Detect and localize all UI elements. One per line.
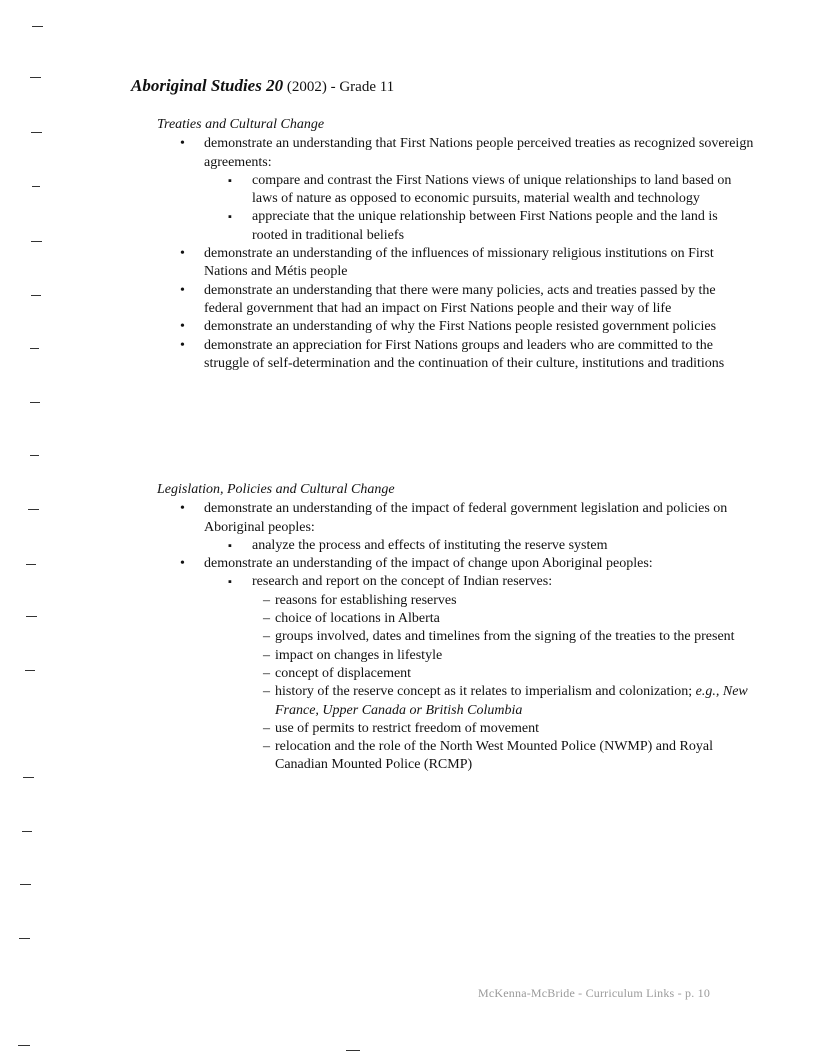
sub-list (157, 537, 757, 555)
item-example: e.g., New France, Upper Canada or British Columbia (275, 684, 748, 718)
margin-mark (30, 402, 40, 403)
list-item (251, 683, 757, 720)
section-treaties (157, 116, 757, 373)
item-text: concept of displacement (275, 665, 412, 681)
square-bullet-icon: ▪ (228, 174, 232, 187)
list-item (157, 135, 757, 245)
section-heading: Treaties and Cultural Change (157, 117, 325, 132)
item-text: demonstrate an understanding that there were many policies, acts and treaties passed by the federal government that had an impact on First Nations people and their way of life (204, 282, 716, 316)
list-item (157, 555, 757, 775)
margin-mark (25, 670, 35, 671)
list-item (157, 537, 757, 555)
item-text: choice of locations in Alberta (275, 611, 440, 627)
bullet-icon: • (180, 501, 185, 517)
list-item (157, 208, 757, 245)
margin-mark (26, 564, 36, 565)
dash-list (251, 592, 757, 775)
margin-mark (32, 26, 43, 27)
bullet-icon: • (180, 337, 185, 353)
item-text: relocation and the role of the North West Mounted Police (NWMP) and Royal Canadian Mounted Police (RCMP) (275, 739, 713, 773)
margin-mark (22, 831, 32, 832)
item-text: groups involved, dates and timelines from the signing of the treaties to the present (275, 629, 735, 645)
margin-mark (30, 348, 39, 349)
course-title: Aboriginal Studies 20 (131, 76, 284, 95)
item-text: demonstrate an appreciation for First Nations groups and leaders who are committed to the struggle of self-determination and the continuation of their culture, institutions and traditions (204, 337, 725, 371)
square-bullet-icon: ▪ (228, 539, 232, 552)
dash-icon: – (263, 629, 270, 645)
course-subtitle: (2002) - Grade 11 (286, 79, 395, 95)
item-text: demonstrate an understanding of the influences of missionary religious institutions on First Nations and Métis people (204, 246, 714, 280)
margin-mark (31, 241, 42, 242)
margin-mark (18, 1045, 30, 1046)
list-item (157, 282, 757, 319)
sub-list (157, 172, 757, 245)
list-item (251, 720, 757, 738)
dash-icon: – (263, 647, 270, 663)
sub-list (157, 573, 757, 774)
list-item (251, 610, 757, 628)
list-item (157, 573, 757, 774)
bullet-icon: • (180, 556, 185, 572)
item-text: compare and contrast the First Nations views of unique relationships to land based on laws of nature as opposed to economic pursuits, material wealth and technology (252, 172, 732, 207)
section-heading: Legislation, Policies and Cultural Change (157, 482, 395, 497)
list-item (157, 500, 757, 555)
outcome-list (157, 135, 757, 373)
bullet-icon: • (180, 246, 185, 262)
margin-mark (23, 777, 34, 778)
list-item (251, 647, 757, 665)
margin-mark (31, 132, 42, 133)
margin-mark (30, 455, 39, 456)
bullet-icon: • (180, 136, 185, 152)
list-item (251, 738, 757, 775)
dash-icon: – (263, 684, 270, 700)
item-text: demonstrate an understanding of the impact of federal government legislation and policies on Aboriginal peoples: (204, 501, 728, 535)
dash-icon: – (263, 739, 270, 755)
list-item (157, 337, 757, 374)
page-footer: McKenna-McBride - Curriculum Links - p. 10 (478, 986, 711, 1000)
item-text: demonstrate an understanding that First Nations people perceived treaties as recognized sovereign agreements: (204, 136, 754, 170)
margin-mark (28, 509, 39, 510)
dash-icon: – (263, 720, 270, 736)
square-bullet-icon: ▪ (228, 576, 232, 589)
list-item (251, 665, 757, 683)
item-text: history of the reserve concept as it relates to imperialism and colonization; (275, 684, 696, 700)
margin-mark (30, 77, 41, 78)
item-text: demonstrate an understanding of the impact of change upon Aboriginal peoples: (204, 556, 653, 572)
margin-mark (20, 884, 31, 885)
list-item (157, 318, 757, 336)
margin-mark (32, 186, 40, 187)
margin-mark (19, 938, 30, 939)
bullet-icon: • (180, 282, 185, 298)
item-text: analyze the process and effects of instituting the reserve system (252, 537, 608, 553)
dash-icon: – (263, 592, 270, 608)
section-legislation (157, 481, 757, 775)
list-item (251, 628, 757, 646)
list-item (251, 592, 757, 610)
margin-mark (26, 616, 37, 617)
page-title (131, 76, 394, 96)
bullet-icon: • (180, 319, 185, 335)
margin-mark (31, 295, 41, 296)
list-item (157, 245, 757, 282)
item-text: research and report on the concept of Indian reserves: (252, 574, 553, 590)
item-text: reasons for establishing reserves (275, 592, 457, 608)
margin-mark (346, 1050, 360, 1051)
dash-icon: – (263, 665, 270, 681)
list-item (157, 172, 757, 209)
item-text: use of permits to restrict freedom of movement (275, 720, 539, 736)
item-text: appreciate that the unique relationship between First Nations people and the land is rooted in traditional beliefs (252, 209, 718, 243)
item-text: demonstrate an understanding of why the First Nations people resisted government policies (204, 319, 717, 335)
dash-icon: – (263, 611, 270, 627)
square-bullet-icon: ▪ (228, 211, 232, 224)
outcome-list (157, 500, 757, 774)
item-text: impact on changes in lifestyle (275, 647, 443, 663)
